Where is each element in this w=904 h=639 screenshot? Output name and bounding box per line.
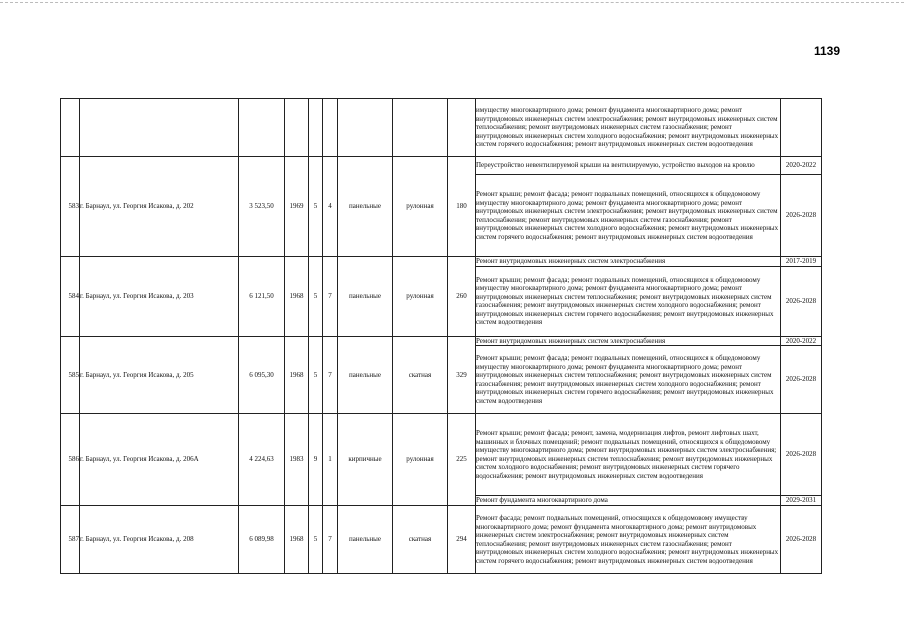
page-number: 1139 <box>814 44 841 58</box>
entrances-cell: 7 <box>323 506 338 574</box>
table-row <box>61 414 822 496</box>
floors-cell: 5 <box>309 336 323 414</box>
roof-type-cell: рулонная <box>393 157 448 257</box>
period-cell: 2017-2019 <box>781 257 822 267</box>
period-cell: 2020-2022 <box>781 336 822 346</box>
empty-cell <box>285 99 309 157</box>
empty-cell <box>338 99 393 157</box>
table-row <box>61 157 822 175</box>
works-cell: Ремонт крыши; ремонт фасада; ремонт подвальных помещений, относящихся к общедомовому имуществу многоквартирного дома; ремонт фундамента многоквартирного дома; ремонт внутридомовых инженерных систем теплоснабжения; ремонт внутридомовых инженерных систем газоснабжения; ремонт внутридомовых инженерных систем холодного водоснабжения; ремонт внутридомовых инженерных систем горячего водоснабжения; ремонт внутридомовых инженерных систем водоотведения <box>476 266 781 336</box>
apartments-cell: 294 <box>448 506 476 574</box>
works-cell: Ремонт крыши; ремонт фасада; ремонт, замена, модернизация лифтов, ремонт лифтовых шахт, машинных и блочных помещений; ремонт подвальных помещений, относящихся к общедомовому имуществу многоквартирного дома; ремонт внутридомовых инженерных систем электроснабжения; ремонт внутридомовых инженерных систем теплоснабжения; ремонт внутридомовых инженерных систем холодного водоснабжения; ремонт внутридомовых инженерных систем горячего водоснабжения; ремонт внутридомовых инженерных систем водоотведения <box>476 414 781 496</box>
continuation-row <box>61 99 822 157</box>
period-cell: 2026-2028 <box>781 266 822 336</box>
floors-cell: 5 <box>309 157 323 257</box>
wall-type-cell: панельные <box>338 157 393 257</box>
area-cell: 6 089,98 <box>239 506 285 574</box>
works-cell: имуществу многоквартирного дома; ремонт фундамента многоквартирного дома; ремонт внутридомовых инженерных систем электроснабжения; ремонт внутридомовых инженерных систем теплоснабжения; ремонт внутридомовых инженерных систем газоснабжения; ремонт внутридомовых инженерных систем холодного водоснабжения; ремонт внутридомовых инженерных систем горячего водоснабжения; ремонт внутридомовых инженерных систем водоотведения <box>476 99 781 157</box>
address-cell: г. Барнаул, ул. Георгия Исакова, д. 202 <box>80 157 239 257</box>
floors-cell: 5 <box>309 257 323 337</box>
year-cell: 1968 <box>285 257 309 337</box>
address-cell: г. Барнаул, ул. Георгия Исакова, д. 208 <box>80 506 239 574</box>
empty-cell <box>393 99 448 157</box>
address-cell: г. Барнаул, ул. Георгия Исакова, д. 206А <box>80 414 239 506</box>
period-cell: 2029-2031 <box>781 496 822 506</box>
empty-cell <box>309 99 323 157</box>
address-cell: г. Барнаул, ул. Георгия Исакова, д. 205 <box>80 336 239 414</box>
works-cell: Ремонт крыши; ремонт фасада; ремонт подвальных помещений, относящихся к общедомовому имуществу многоквартирного дома; ремонт фундамента многоквартирного дома; ремонт внутридомовых инженерных систем теплоснабжения; ремонт внутридомовых инженерных систем газоснабжения; ремонт внутридомовых инженерных систем холодного водоснабжения; ремонт внутридомовых инженерных систем горячего водоснабжения; ремонт внутридомовых инженерных систем водоотведения <box>476 346 781 414</box>
wall-type-cell: панельные <box>338 336 393 414</box>
scan-artifact-line <box>0 2 904 3</box>
works-cell: Ремонт фасада; ремонт подвальных помещений, относящихся к общедомовому имуществу многоквартирного дома; ремонт фундамента многоквартирного дома; ремонт внутридомовых инженерных систем электроснабжения; ремонт внутридомовых инженерных систем теплоснабжения; ремонт внутридомовых инженерных систем газоснабжения; ремонт внутридомовых инженерных систем холодного водоснабжения; ремонт внутридомовых инженерных систем горячего водоснабжения; ремонт внутридомовых инженерных систем водоотведения <box>476 506 781 574</box>
wall-type-cell: панельные <box>338 257 393 337</box>
area-cell: 6 121,50 <box>239 257 285 337</box>
row-number: 583 <box>61 157 80 257</box>
row-number: 584 <box>61 257 80 337</box>
works-cell: Ремонт фундамента многоквартирного дома <box>476 496 781 506</box>
wall-type-cell: панельные <box>338 506 393 574</box>
roof-type-cell: рулонная <box>393 414 448 506</box>
works-cell: Переустройство невентилируемой крыши на вентилируемую, устройство выходов на кровлю <box>476 157 781 175</box>
entrances-cell: 7 <box>323 336 338 414</box>
entrances-cell: 1 <box>323 414 338 506</box>
roof-type-cell: рулонная <box>393 257 448 337</box>
empty-cell <box>323 99 338 157</box>
empty-cell <box>61 99 80 157</box>
period-cell: 2026-2028 <box>781 346 822 414</box>
period-cell: 2026-2028 <box>781 414 822 496</box>
roof-type-cell: скатная <box>393 506 448 574</box>
entrances-cell: 7 <box>323 257 338 337</box>
apartments-cell: 329 <box>448 336 476 414</box>
row-number: 585 <box>61 336 80 414</box>
floors-cell: 5 <box>309 506 323 574</box>
period-cell: 2026-2028 <box>781 506 822 574</box>
year-cell: 1968 <box>285 506 309 574</box>
floors-cell: 9 <box>309 414 323 506</box>
row-number: 586 <box>61 414 80 506</box>
area-cell: 3 523,50 <box>239 157 285 257</box>
roof-type-cell: скатная <box>393 336 448 414</box>
address-cell: г. Барнаул, ул. Георгия Исакова, д. 203 <box>80 257 239 337</box>
table-row <box>61 336 822 346</box>
area-cell: 4 224,63 <box>239 414 285 506</box>
area-cell: 6 095,30 <box>239 336 285 414</box>
period-cell: 2026-2028 <box>781 175 822 257</box>
row-number: 587 <box>61 506 80 574</box>
year-cell: 1969 <box>285 157 309 257</box>
apartments-cell: 260 <box>448 257 476 337</box>
empty-cell <box>448 99 476 157</box>
table-row <box>61 506 822 574</box>
year-cell: 1983 <box>285 414 309 506</box>
period-cell <box>781 99 822 157</box>
housing-repair-table <box>60 98 822 574</box>
apartments-cell: 180 <box>448 157 476 257</box>
year-cell: 1968 <box>285 336 309 414</box>
table-row <box>61 257 822 267</box>
works-cell: Ремонт крыши; ремонт фасада; ремонт подвальных помещений, относящихся к общедомовому имуществу многоквартирного дома; ремонт фундамента многоквартирного дома; ремонт внутридомовых инженерных систем электроснабжения; ремонт внутридомовых инженерных систем теплоснабжения; ремонт внутридомовых инженерных систем газоснабжения; ремонт внутридомовых инженерных систем холодного водоснабжения; ремонт внутридомовых инженерных систем горячего водоснабжения; ремонт внутридомовых инженерных систем водоотведения <box>476 175 781 257</box>
works-cell: Ремонт внутридомовых инженерных систем электроснабжения <box>476 336 781 346</box>
entrances-cell: 4 <box>323 157 338 257</box>
works-cell: Ремонт внутридомовых инженерных систем электроснабжения <box>476 257 781 267</box>
wall-type-cell: кирпичные <box>338 414 393 506</box>
apartments-cell: 225 <box>448 414 476 506</box>
empty-cell <box>239 99 285 157</box>
period-cell: 2020-2022 <box>781 157 822 175</box>
empty-cell <box>80 99 239 157</box>
